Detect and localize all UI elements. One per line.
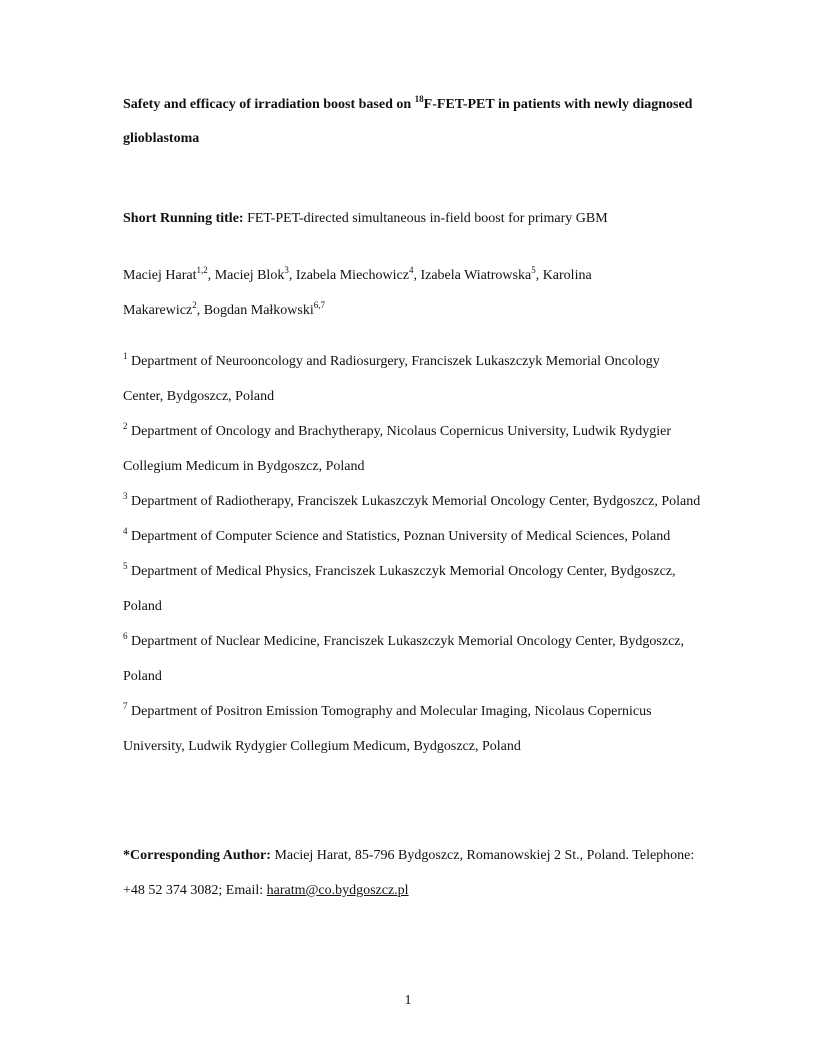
author-separator: , (196, 303, 204, 318)
affiliation-number: 1 (123, 351, 128, 361)
author-affiliation-marker: 1,2 (196, 265, 208, 275)
affiliation (123, 484, 703, 519)
affiliation-number: 7 (123, 701, 128, 711)
author-list (123, 258, 663, 328)
affiliation-number: 2 (123, 421, 128, 431)
author (214, 265, 296, 283)
affiliation (123, 344, 703, 414)
author-name: Izabela Wiatrowska (420, 268, 532, 283)
title-prefix: Safety and efficacy of irradiation boost based on (123, 97, 415, 112)
affiliation-text: Department of Computer Science and Statistics, Poznan University of Medical Sciences, Poland (127, 529, 671, 544)
author-affiliation-marker: 6,7 (313, 300, 325, 310)
affiliation (123, 554, 703, 624)
affiliation-text: Department of Oncology and Brachytherapy, Nicolaus Copernicus University, Ludwik Rydygier Collegium Medicum in Bydgoszcz, Poland (123, 424, 671, 474)
author (123, 265, 215, 283)
affiliation-number: 6 (123, 631, 128, 641)
affiliation (123, 414, 703, 484)
title-isotope-superscript: 18 (414, 94, 424, 104)
author-name: Izabela Miechowicz (295, 268, 409, 283)
author-separator: , (207, 268, 215, 283)
title-suffix: F-FET-PET in patients with newly diagnosed glioblastoma (123, 97, 693, 146)
affiliation-number: 5 (123, 561, 128, 571)
affiliation (123, 624, 703, 694)
page-number: 1 (404, 993, 412, 1008)
affiliation-number: 3 (123, 491, 128, 501)
author-affiliation-marker: 5 (531, 265, 536, 275)
affiliation-text: Department of Radiotherapy, Franciszek Lukaszczyk Memorial Oncology Center, Bydgoszcz, Poland (127, 494, 701, 509)
affiliation (123, 694, 703, 764)
affiliation-text: Department of Medical Physics, Franciszek Lukaszczyk Memorial Oncology Center, Bydgoszcz, Poland (123, 564, 676, 614)
email-link[interactable]: haratm@co.bydgoszcz.pl (266, 883, 409, 898)
author-affiliation-marker: 3 (284, 265, 289, 275)
author-affiliation-marker: 2 (192, 300, 197, 310)
author-affiliation-marker: 4 (408, 265, 414, 275)
corresponding-author-details: Maciej Harat, 85-796 Bydgoszcz, Romanowskiej 2 St., Poland. Telephone: +48 52 374 3082; Email: (123, 848, 695, 898)
author-name: Maciej Harat (123, 268, 197, 283)
author-name: Karolina Makarewicz (123, 268, 592, 318)
author-name: Maciej Blok (214, 268, 285, 283)
affiliation-list (123, 344, 703, 764)
author (295, 265, 421, 283)
author-separator: , (288, 268, 296, 283)
author-separator: , (413, 268, 421, 283)
affiliation-number: 4 (123, 526, 128, 536)
corresponding-author-label: *Corresponding Author: (123, 848, 271, 863)
author-separator: , (535, 268, 543, 283)
affiliation-text: Department of Nuclear Medicine, Franciszek Lukaszczyk Memorial Oncology Center, Bydgoszcz, Poland (123, 634, 685, 684)
running-title-label: Short Running title: (123, 211, 244, 226)
paper-title (123, 88, 723, 156)
affiliation (123, 519, 703, 554)
affiliation-text: Department of Positron Emission Tomography and Molecular Imaging, Nicolaus Copernicus University, Ludwik Rydygier Collegium Medicum, Bydgoszcz, Poland (123, 704, 652, 754)
affiliation-text: Department of Neurooncology and Radiosurgery, Franciszek Lukaszczyk Memorial Oncology Center, Bydgoszcz, Poland (123, 354, 660, 404)
short-running-title (123, 209, 723, 229)
author (203, 300, 325, 318)
corresponding-author (123, 838, 703, 908)
author-name: Bogdan Małkowski (203, 303, 314, 318)
author (420, 265, 543, 283)
running-title-text: FET-PET-directed simultaneous in-field boost for primary GBM (243, 211, 608, 226)
